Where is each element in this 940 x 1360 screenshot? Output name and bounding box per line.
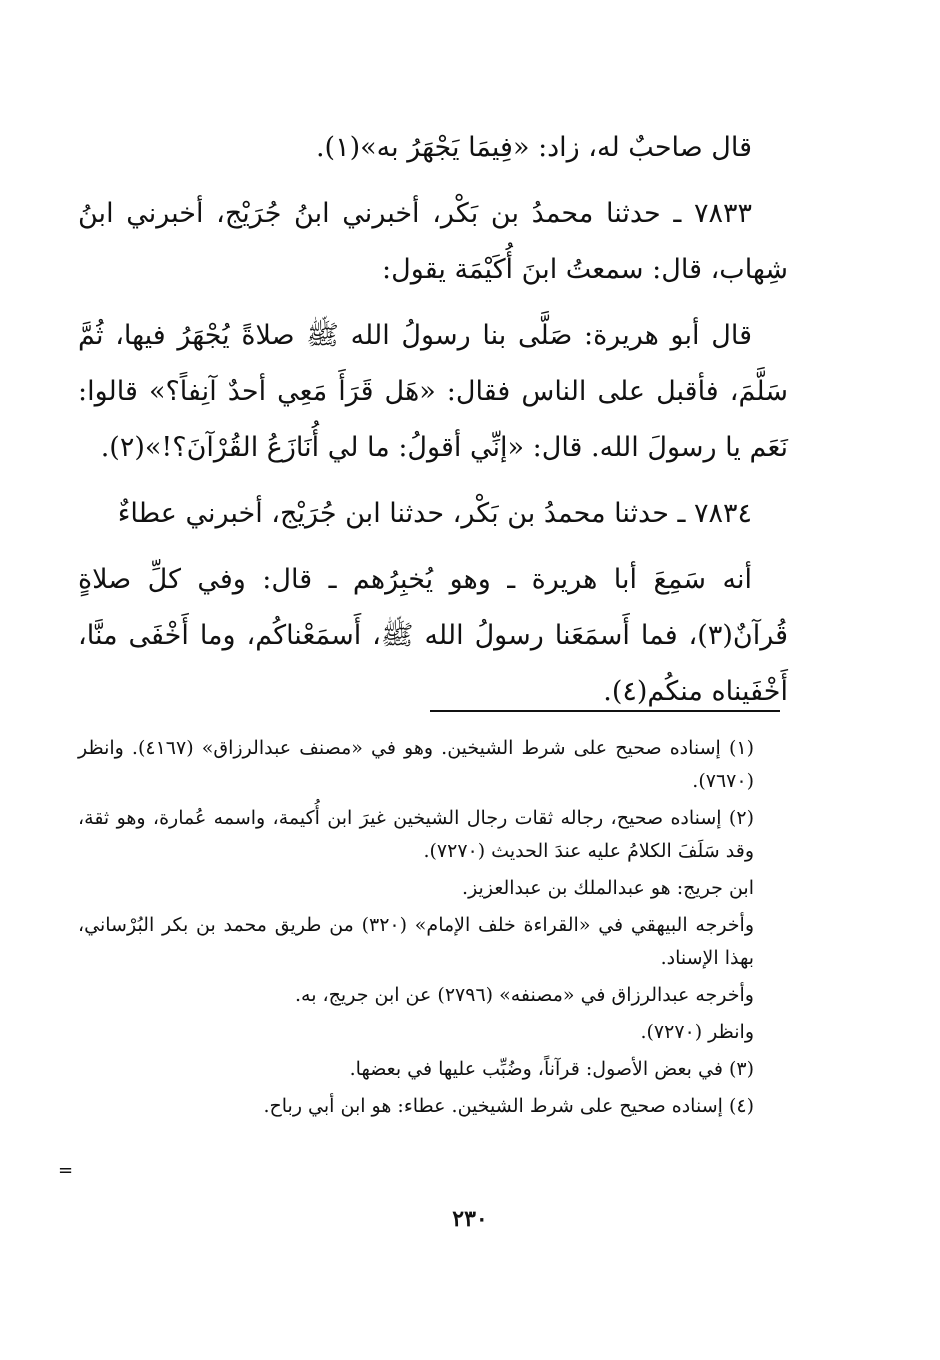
hadith-7833-isnad: ٧٨٣٣ ـ حدثنا محمدُ بن بَكْر، أخبرني ابنُ جُرَيْج، أخبرني ابنُ شِهاب، قال: سمعتُ ابنَ أُكَيْمَة يقول: — [78, 198, 788, 285]
page-number: ٢٣٠ — [452, 1206, 488, 1232]
hadith-7834-isnad: ٧٨٣٤ ـ حدثنا محمدُ بن بَكْر، حدثنا ابن جُرَيْج، أخبرني عطاءٌ — [117, 498, 752, 529]
footnotes — [78, 732, 790, 1127]
main-text — [78, 120, 788, 730]
footnote-2-line: وأخرجه البيهقي في «القراءة خلف الإمام» (٣٢٠) من طريق محمد بن بكر البُرْساني، بهذا الإسناد. — [78, 914, 754, 969]
hadith-7833-matn: قال أبو هريرة: صَلَّى بنا رسولُ الله ﷺ صلاةً يُجْهَرُ فيها، ثُمَّ سَلَّمَ، فأقبل على الناس فقال: «هَل قَرَأَ مَعِي أحدٌ آنِفاً؟» قالوا: نَعَم يا رسولَ الله. قال: «إنِّي أقولُ: ما لي أُنَازَعُ القُرْآنَ؟!»(٢). — [78, 320, 788, 463]
footnote-2-line: وانظر (٧٢٧٠). — [640, 1021, 754, 1043]
footnote-2: (٢) إسناده صحيح، رجاله ثقات رجال الشيخين غيرَ ابن أُكيمة، واسمه عُمارة، وهو ثقة، وقد سَلَفَ الكلامُ عليه عندَ الحديث (٧٢٧٠). — [78, 807, 754, 862]
paragraph-continuation: قال صاحبٌ له، زاد: «فِيمَا يَجْهَرُ به»(١). — [315, 132, 752, 163]
footnote-separator — [430, 710, 780, 712]
footnote-3: (٣) في بعض الأصول: قرآناً، وضُبِّب عليها في بعضها. — [349, 1058, 754, 1080]
footnote-2-line: ابن جريج: هو عبدالملك بن عبدالعزيز. — [462, 877, 754, 899]
footnote-4: (٤) إسناده صحيح على شرط الشيخين. عطاء: هو ابن أبي رباح. — [263, 1095, 754, 1117]
hadith-7834-matn: أنه سَمِعَ أبا هريرة ـ وهو يُخبِرُهم ـ قال: وفي كلِّ صلاةٍ قُرآنٌ(٣)، فما أَسمَعَنا رسولُ الله ﷺ، أَسمَعْناكُم، وما أَخْفَى منَّا، أَخْفَيناه منكُم(٤). — [78, 564, 788, 707]
footnote-2-line: وأخرجه عبدالرزاق في «مصنفه» (٢٧٩٦) عن ابن جريج، به. — [294, 984, 754, 1006]
footnote-1: (١) إسناده صحيح على شرط الشيخين. وهو في «مصنف عبدالرزاق» (٤١٦٧). وانظر (٧٦٧٠). — [78, 737, 754, 792]
continuation-mark: = — [58, 1160, 74, 1181]
